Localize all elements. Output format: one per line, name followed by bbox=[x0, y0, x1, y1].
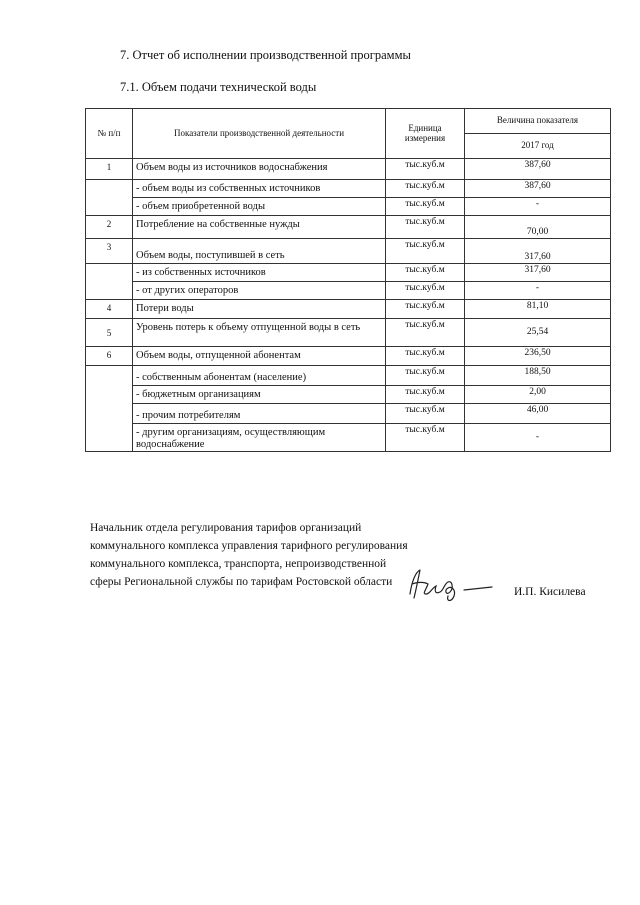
row-unit: тыс.куб.м bbox=[386, 424, 465, 452]
table-row bbox=[86, 404, 611, 424]
row-value: 236,50 bbox=[465, 347, 611, 366]
row-value: - bbox=[465, 424, 611, 452]
row-unit: тыс.куб.м bbox=[386, 159, 465, 180]
row-name: - объем воды из собственных источников bbox=[133, 180, 386, 198]
col-header-value-group: Величина показателя bbox=[465, 109, 611, 134]
col-header-year: 2017 год bbox=[465, 134, 611, 159]
row-value: - bbox=[465, 198, 611, 216]
row-name: Потребление на собственные нужды bbox=[133, 216, 386, 239]
section-title: 7. Отчет об исполнении производственной программы bbox=[120, 48, 411, 62]
subsection-title: 7.1. Объем подачи технической воды bbox=[120, 80, 317, 94]
row-unit: тыс.куб.м bbox=[386, 264, 465, 282]
table-row bbox=[86, 424, 611, 452]
row-num bbox=[86, 180, 133, 216]
row-value: 387,60 bbox=[465, 159, 611, 180]
row-name: Объем воды, поступившей в сеть bbox=[133, 239, 386, 264]
table-row bbox=[86, 239, 611, 264]
row-num: 2 bbox=[86, 216, 133, 239]
row-value: 317,60 bbox=[465, 264, 611, 282]
row-name: Объем воды из источников водоснабжения bbox=[133, 159, 386, 180]
table-row bbox=[86, 198, 611, 216]
row-num: 3 bbox=[86, 239, 133, 264]
row-value: - bbox=[465, 282, 611, 300]
row-name: Уровень потерь к объему отпущенной воды в сеть bbox=[133, 319, 386, 347]
row-value: 2,00 bbox=[465, 386, 611, 404]
row-unit: тыс.куб.м bbox=[386, 282, 465, 300]
row-value: 25,54 bbox=[465, 319, 611, 347]
row-num: 4 bbox=[86, 300, 133, 319]
signer-position: Начальник отдела регулирования тарифов организаций коммунального комплекса управления тарифного регулирования коммунального комплекса, транспорта, непроизводственной сферы Региональной службы по тарифам Ростовской области bbox=[90, 522, 408, 588]
report-table bbox=[85, 108, 611, 452]
table-row bbox=[86, 300, 611, 319]
row-name: - бюджетным организациям bbox=[133, 386, 386, 404]
row-name: - из собственных источников bbox=[133, 264, 386, 282]
row-unit: тыс.куб.м bbox=[386, 347, 465, 366]
row-unit: тыс.куб.м bbox=[386, 300, 465, 319]
table-row bbox=[86, 159, 611, 180]
table-row bbox=[86, 347, 611, 366]
row-name: Объем воды, отпущенной абонентам bbox=[133, 347, 386, 366]
table-row bbox=[86, 366, 611, 386]
col-header-indicator: Показатели производственной деятельности bbox=[133, 109, 386, 159]
table-row bbox=[86, 282, 611, 300]
row-name: Потери воды bbox=[133, 300, 386, 319]
row-unit: тыс.куб.м bbox=[386, 319, 465, 347]
row-num bbox=[86, 366, 133, 452]
col-header-num: № п/п bbox=[86, 109, 133, 159]
row-num: 6 bbox=[86, 347, 133, 366]
row-unit: тыс.куб.м bbox=[386, 239, 465, 264]
table-row bbox=[86, 319, 611, 347]
table-row bbox=[86, 386, 611, 404]
row-name: - от других операторов bbox=[133, 282, 386, 300]
table-row bbox=[86, 264, 611, 282]
row-unit: тыс.куб.м bbox=[386, 198, 465, 216]
row-value: 81,10 bbox=[465, 300, 611, 319]
row-value: 387,60 bbox=[465, 180, 611, 198]
row-num bbox=[86, 264, 133, 300]
row-value: 46,00 bbox=[465, 404, 611, 424]
handwritten-signature bbox=[402, 560, 502, 606]
row-num: 1 bbox=[86, 159, 133, 180]
row-name: - объем приобретенной воды bbox=[133, 198, 386, 216]
row-name: - другим организациям, осуществляющим водоснабжение bbox=[133, 424, 386, 452]
row-name: - прочим потребителям bbox=[133, 404, 386, 424]
row-unit: тыс.куб.м bbox=[386, 386, 465, 404]
col-header-unit: Единица измерения bbox=[386, 109, 465, 159]
row-name: - собственным абонентам (население) bbox=[133, 366, 386, 386]
table-row bbox=[86, 216, 611, 239]
row-unit: тыс.куб.м bbox=[386, 180, 465, 198]
signer-name: И.П. Кисилева bbox=[514, 586, 586, 598]
row-value: 188,50 bbox=[465, 366, 611, 386]
row-value: 70,00 bbox=[465, 216, 611, 239]
row-unit: тыс.куб.м bbox=[386, 366, 465, 386]
row-unit: тыс.куб.м bbox=[386, 404, 465, 424]
row-unit: тыс.куб.м bbox=[386, 216, 465, 239]
row-num: 5 bbox=[86, 319, 133, 347]
table-row bbox=[86, 180, 611, 198]
row-value: 317,60 bbox=[465, 239, 611, 264]
